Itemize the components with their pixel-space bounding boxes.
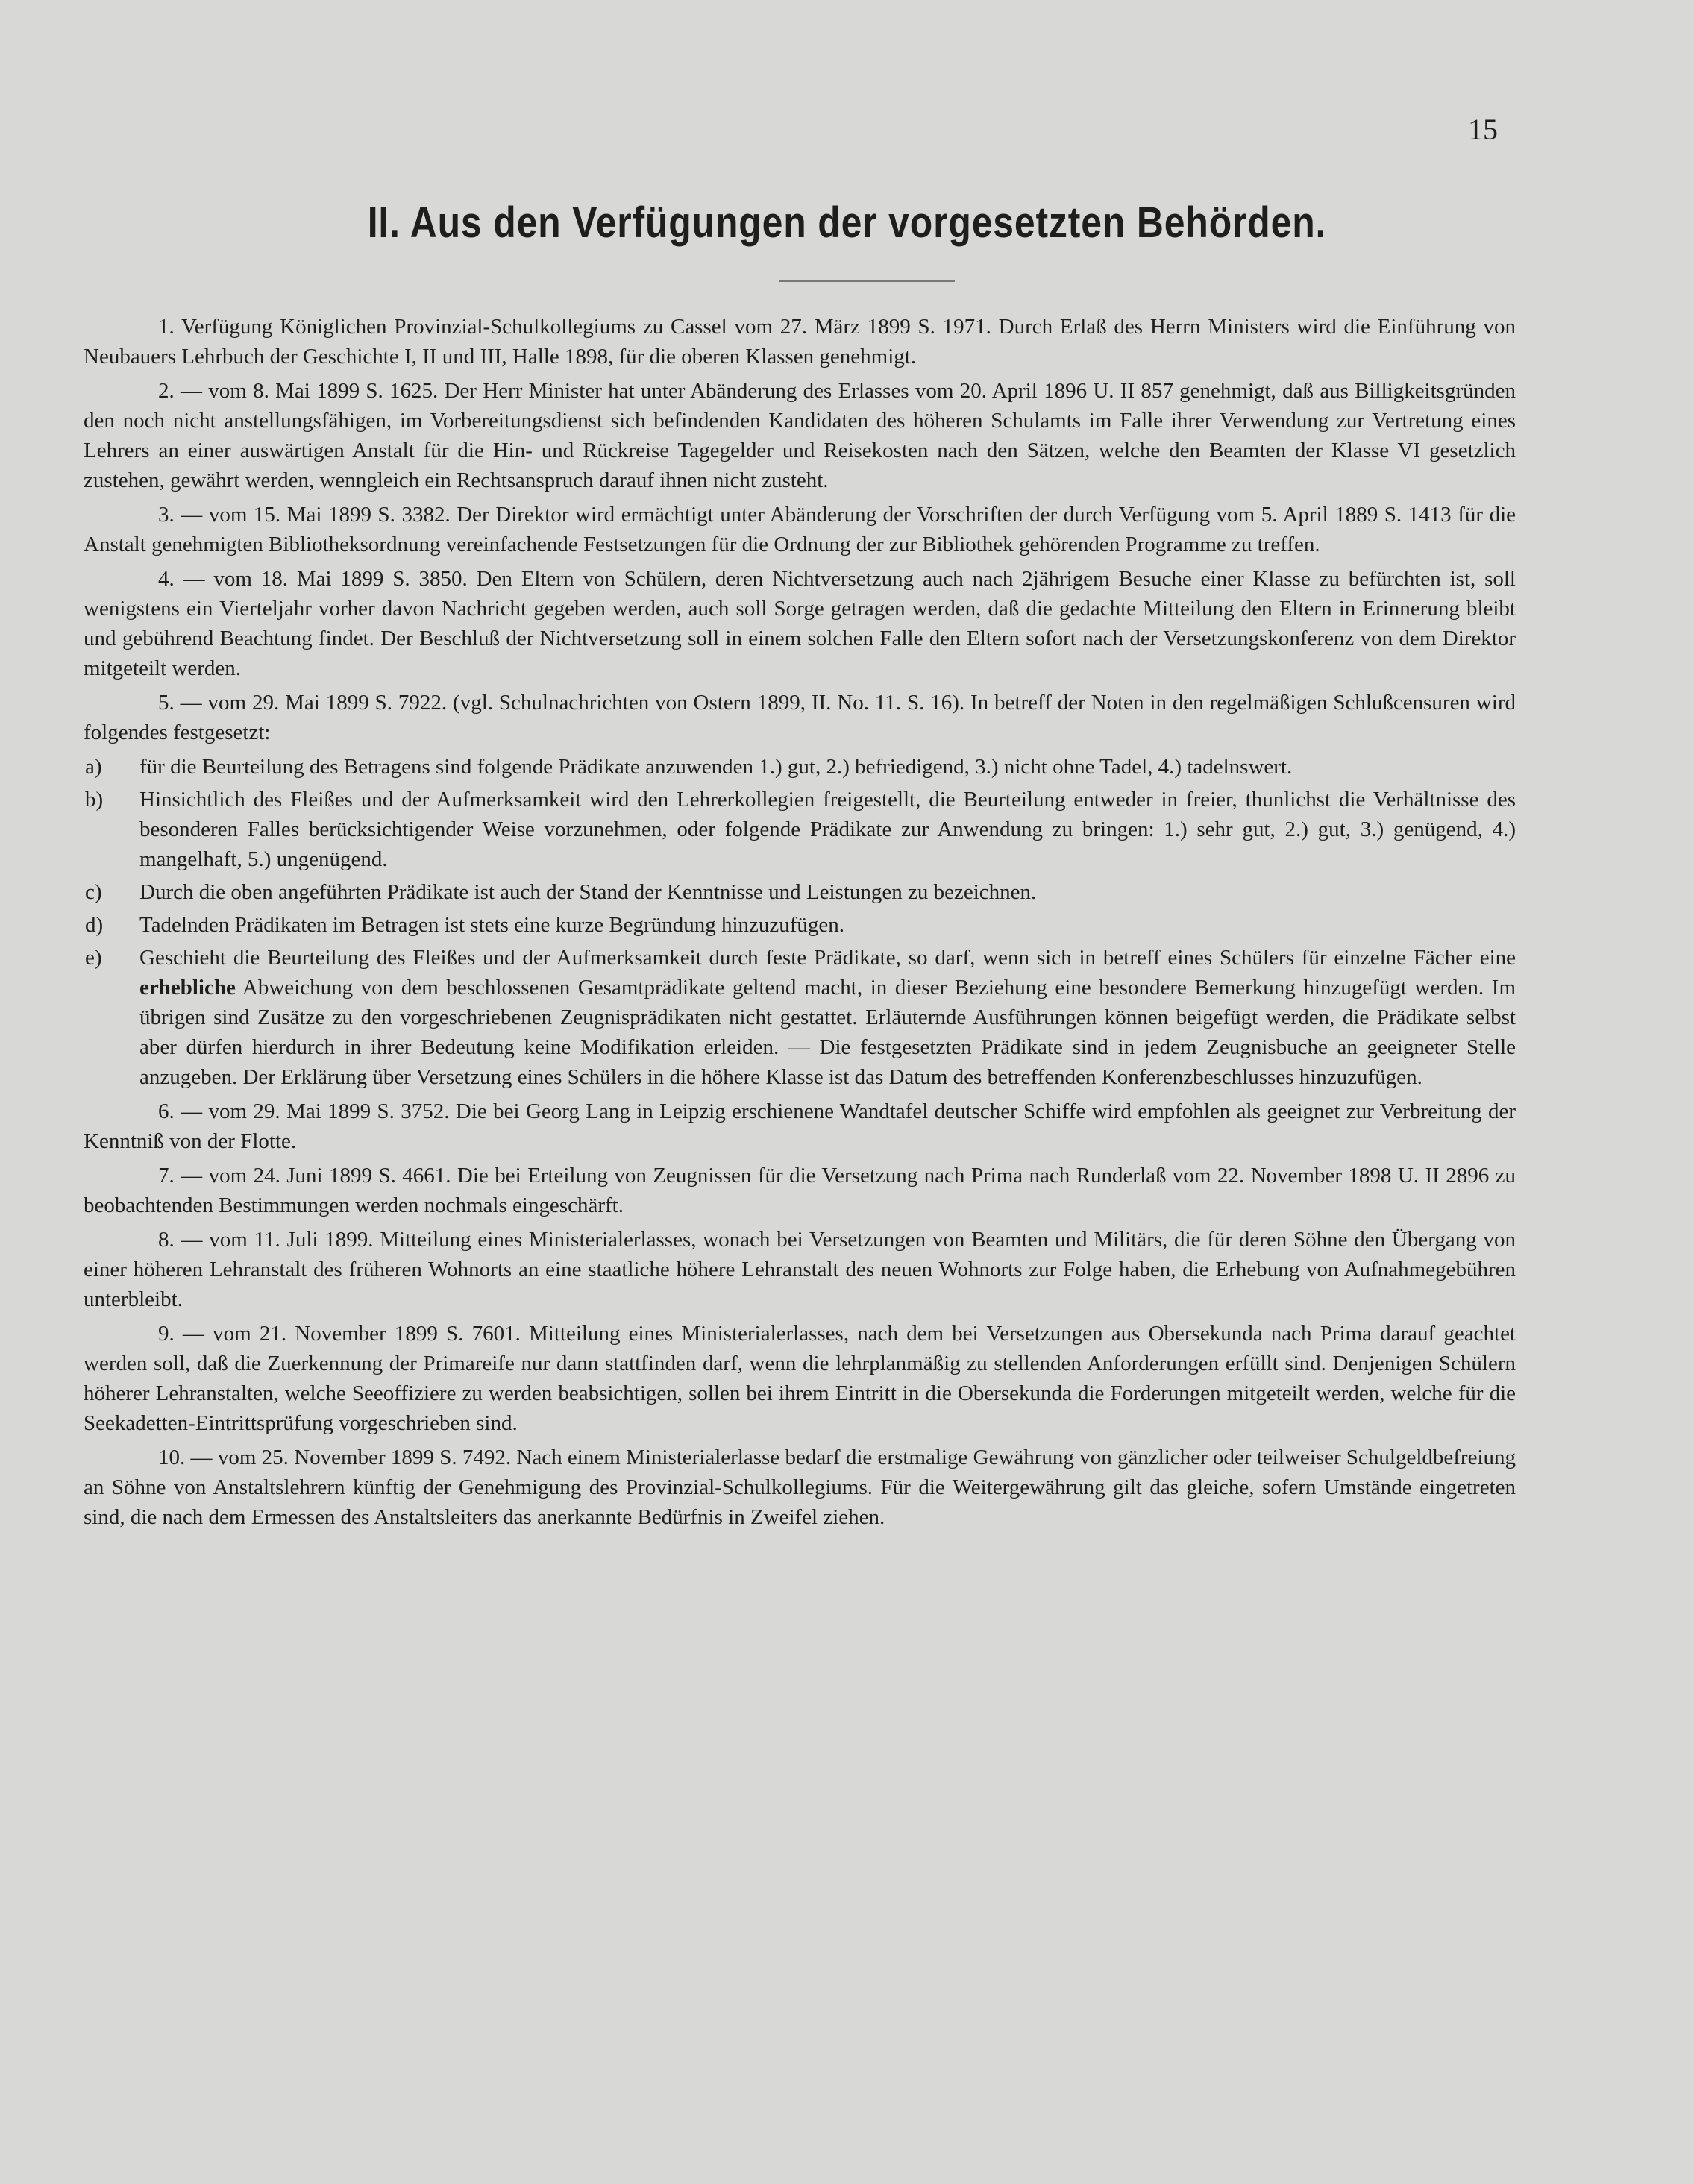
list-item-a: [84, 752, 1516, 782]
page-number: 15: [1468, 113, 1498, 146]
list-item-text: Geschieht die Beurteilung des Fleißes und der Aufmerksamkeit durch feste Prädikate, so darf, wenn sich in betreff eines Schülers für einzelne Fächer eine: [139, 946, 1516, 970]
list-item-text-continued: Abweichung von dem beschlossenen Gesamtprädikate geltend macht, in dieser Beziehung eine besondere Bemerkung hinzugefügt werden. Im übrigen sind Zusätze zu den vorgeschriebenen Zeugnisprädikaten nicht gestattet. Erläuternde Ausführungen können beigefügt werden, die Prädikate selbst aber dürfen hierdurch in ihrer Bedeutung keine Modifikation erleiden. — Die festgesetzten Prädikate sind in jedem Zeugnisbuche an geeigneter Stelle anzugeben. Der Erklärung über Versetzung eines Schülers in die höhere Klasse ist das Datum des betreffenden Konferenzbeschlusses hinzuzufügen.: [139, 976, 1516, 1089]
paragraph-7: 7. — vom 24. Juni 1899 S. 4661. Die bei Erteilung von Zeugnissen für die Versetzung nach Prima nach Runderlaß vom 22. November 1898 U. II 2896 zu beobachtenden Bestimmungen werden nochmals eingeschärft.: [84, 1164, 1516, 1217]
paragraph-6: 6. — vom 29. Mai 1899 S. 3752. Die bei Georg Lang in Leipzig erschienene Wandtafel deutscher Schiffe wird empfohlen als geeignet zur Verbreitung der Kenntniß von der Flotte.: [84, 1099, 1516, 1153]
section-heading: II. Aus den Verfügungen der vorgesetzten Behörden.: [367, 198, 1327, 247]
list-marker: d): [85, 913, 104, 937]
list-item-text: für die Beurteilung des Betragens sind folgende Prädikate anzuwenden 1.) gut, 2.) befriedigend, 3.) nicht ohne Tadel, 4.) tadelnswert.: [139, 755, 1293, 779]
paragraph-2: 2. — vom 8. Mai 1899 S. 1625. Der Herr Minister hat unter Abänderung des Erlasses vom 20. April 1896 U. II 857 genehmigt, daß aus Billigkeitsgründen den noch nicht anstellungsfähigen, im Vorbereitungsdienst sich befindenden Kandidaten des höheren Schulamts im Falle ihrer Verwendung zur Vertretung eines Lehrers an einer auswärtigen Anstalt für die Hin- und Rückreise Tagegelder und Reisekosten nach den Sätzen, welche den Beamten der Klasse VI gesetzlich zustehen, gewährt werden, wenngleich ein Rechtsanspruch darauf ihnen nicht zusteht.: [84, 379, 1516, 492]
list-item-text: Durch die oben angeführten Prädikate ist auch der Stand der Kenntnisse und Leistungen zu bezeichnen.: [139, 880, 1037, 904]
list-item-e: [84, 943, 1516, 1092]
paragraph-3: 3. — vom 15. Mai 1899 S. 3382. Der Direktor wird ermächtigt unter Abänderung der Vorschriften der durch Verfügung vom 5. April 1889 S. 1413 für die Anstalt genehmigten Bibliotheksordnung vereinfachende Festsetzungen für die Ordnung der zur Bibliothek gehörenden Programme zu treffen.: [84, 503, 1516, 556]
paragraph-9: 9. — vom 21. November 1899 S. 7601. Mitteilung eines Ministerialerlasses, nach dem bei Versetzungen aus Obersekunda nach Prima darauf geachtet werden soll, daß die Zuerkennung der Primareife nur dann stattfinden darf, wenn die lehrplanmäßig zu stellenden Anforderungen erfüllt sind. Denjenigen Schülern höherer Lehranstalten, welche Seeoffiziere zu werden beabsichtigen, sollen bei ihrem Eintritt in die Obersekunda die Forderungen mitgeteilt werden, welche für die Seekadetten-Eintrittsprüfung vorgeschrieben sind.: [84, 1322, 1516, 1435]
list-marker: a): [85, 755, 102, 779]
paragraph-5: 5. — vom 29. Mai 1899 S. 7922. (vgl. Schulnachrichten von Ostern 1899, II. No. 11. S. 16). In betreff der Noten in den regelmäßigen Schlußcensuren wird folgendes festgesetzt:: [84, 691, 1516, 744]
list-item-d: [84, 910, 1516, 940]
paragraph-8: 8. — vom 11. Juli 1899. Mitteilung eines Ministerialerlasses, wonach bei Versetzungen von Beamten und Militärs, die für deren Söhne den Übergang von einer höheren Lehranstalt des früheren Wohnorts an eine staatliche höhere Lehranstalt des neuen Wohnorts zur Folge haben, die Erhebung von Aufnahmegebühren unterbleibt.: [84, 1228, 1516, 1311]
list-item-c: [84, 877, 1516, 907]
paragraph-4: 4. — vom 18. Mai 1899 S. 3850. Den Eltern von Schülern, deren Nichtversetzung auch nach 2jährigem Besuche einer Klasse zu befürchten ist, soll wenigstens ein Vierteljahr vorher davon Nachricht gegeben werden, auch soll Sorge getragen werden, daß die gedachte Mitteilung den Eltern in Erinnerung bleibt und gebührend Beachtung findet. Der Beschluß der Nichtversetzung soll in einem solchen Falle den Eltern sofort nach der Versetzungskonferenz von dem Direktor mitgeteilt werden.: [84, 567, 1516, 680]
list-item-b: [84, 785, 1516, 874]
emphasized-word: erhebliche: [139, 976, 236, 1000]
list-item-text: Tadelnden Prädikaten im Betragen ist stets eine kurze Begründung hinzuzufügen.: [139, 913, 845, 937]
list-marker: b): [85, 788, 104, 812]
document-body: [84, 312, 1516, 1537]
paragraph-10: 10. — vom 25. November 1899 S. 7492. Nach einem Ministerialerlasse bedarf die erstmalige Gewährung von gänzlicher oder teilweiser Schulgeldbefreiung an Söhne von Anstaltslehrern künftig der Genehmigung des Provinzial-Schulkollegiums. Für die Weitergewährung gilt das gleiche, sofern Umstände eingetreten sind, die nach dem Ermessen des Anstaltsleiters das anerkannte Bedürfnis in Zweifel ziehen.: [84, 1446, 1516, 1529]
heading-divider: [779, 280, 955, 282]
list-item-text: Hinsichtlich des Fleißes und der Aufmerksamkeit wird den Lehrerkollegien freigestellt, die Beurteilung entweder in freier, thunlichst die Verhältnisse des besonderen Falles berücksichtigender Weise vorzunehmen, oder folgende Prädikate zur Anwendung zu bringen: 1.) sehr gut, 2.) gut, 3.) genügend, 4.) mangelhaft, 5.) ungenügend.: [139, 788, 1516, 871]
grading-rules-list: [84, 752, 1516, 1092]
paragraph-1: 1. Verfügung Königlichen Provinzial-Schulkollegiums zu Cassel vom 27. März 1899 S. 1971. Durch Erlaß des Herrn Ministers wird die Einführung von Neubauers Lehrbuch der Geschichte I, II und III, Halle 1898, für die oberen Klassen genehmigt.: [84, 315, 1516, 368]
list-marker: e): [85, 946, 102, 970]
list-marker: c): [85, 880, 102, 904]
